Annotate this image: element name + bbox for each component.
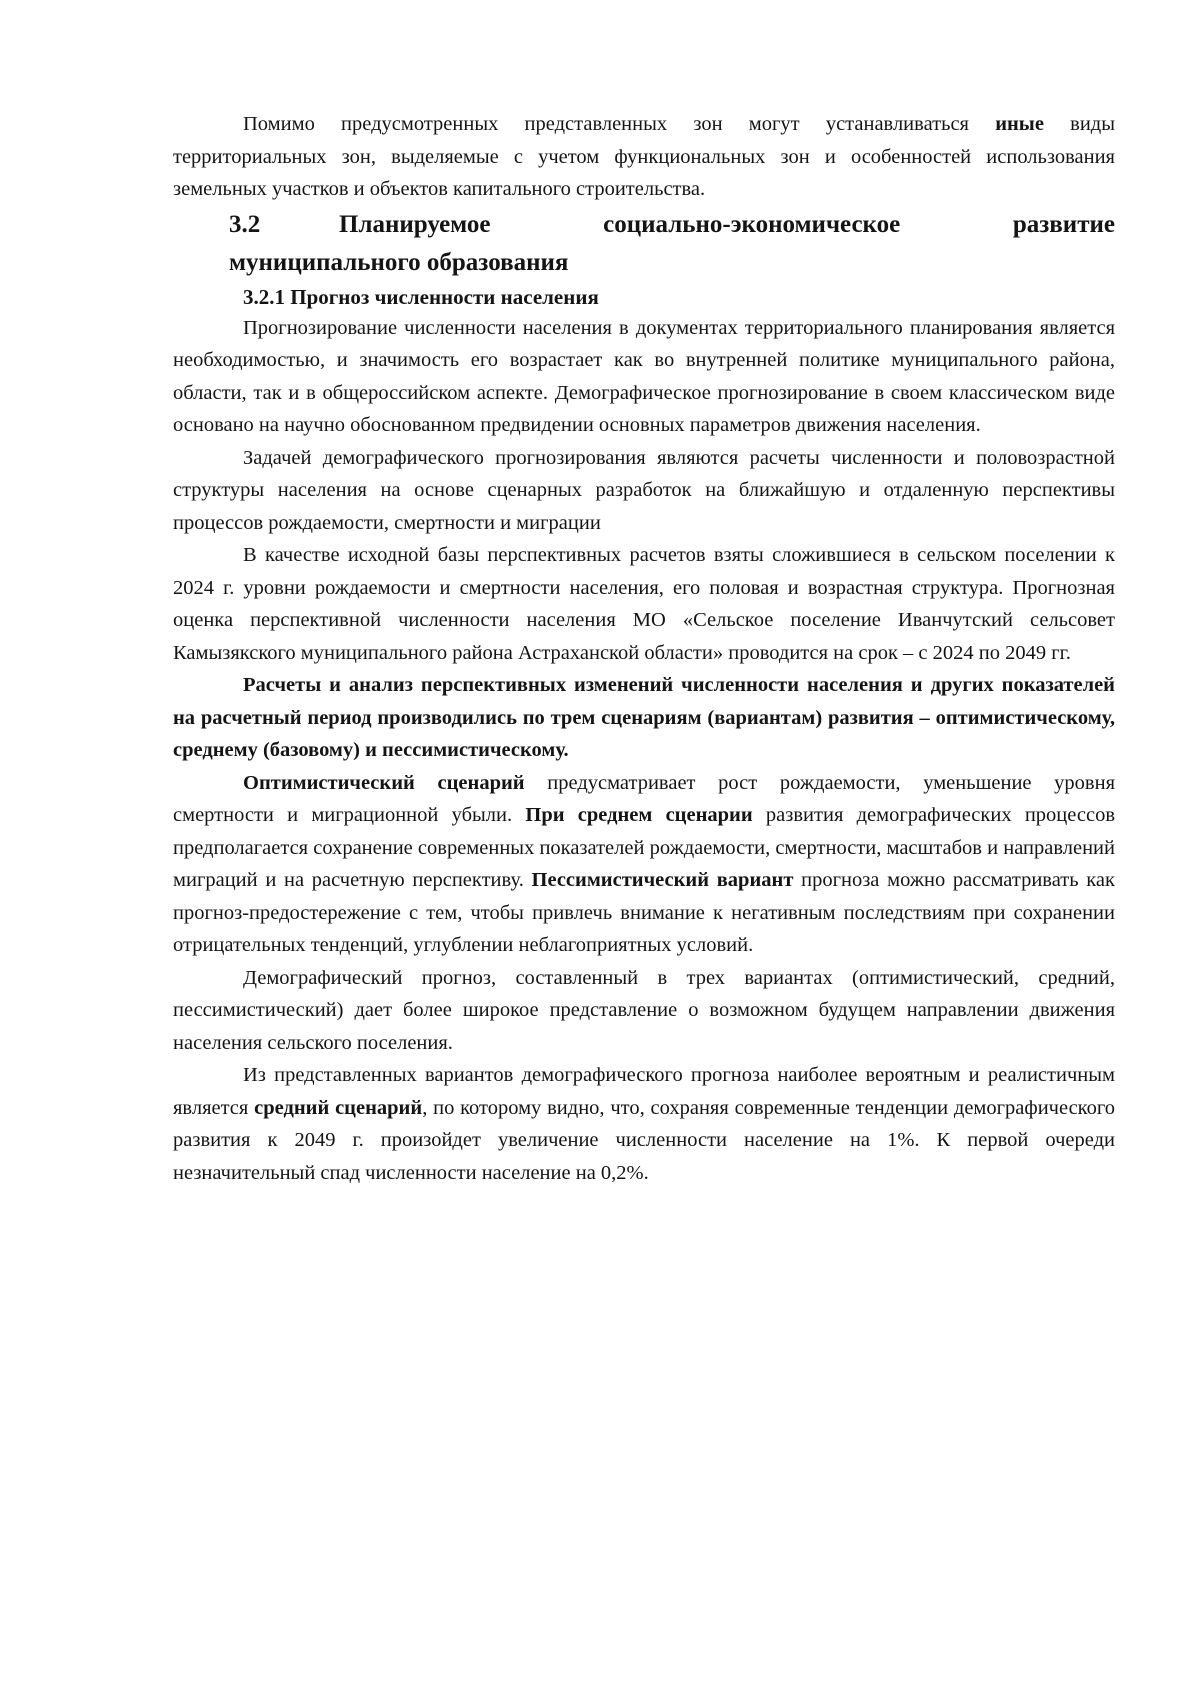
pessimistic-scenario-text: прогноза можно рассматривать как прогноз-предостережение с тем, чтобы привлечь внимание к негативным последствиям при сохранении отрицательных тенденций, углублении неблагоприятных условий. — [173, 869, 1115, 956]
section-title-word-2: социально-экономическое — [603, 210, 901, 238]
document-page — [173, 108, 1115, 1189]
paragraph-conclusion — [173, 1059, 1115, 1189]
paragraph-scenarios — [173, 669, 1115, 767]
paragraph-three-variants: Демографический прогноз, составленный в трех вариантах (оптимистический, средний, пессимистический) дает более широкое представление о возможном будущем направлении движения населения сельского поселения. — [173, 966, 1115, 1054]
paragraph-task: Задачей демографического прогнозирования являются расчеты численности и половозрастной структуры населения на основе сценарных разработок на ближайшую и отдаленную перспективы процессов рождаемости, смертности и миграции — [173, 446, 1115, 534]
medium-scenario-label: При среднем сценарии — [525, 804, 753, 826]
conclusion-text-1: Из представленных вариантов демографического прогноза наиболее вероятным и реалистичным является — [173, 1064, 1115, 1119]
conclusion-text-2: , по которому видно, что, сохраняя современные тенденции демографического развития к 2049 г. произойдет увеличение численности население на 1%. К первой очереди незначительный спад численности население на 0,2%. — [173, 1096, 1115, 1184]
scenarios-bold-text: Расчеты и анализ перспективных изменений численности населения и других показателей на расчетный период производились по трем сценариям (вариантам) развития – оптимистическому, среднему (базовому) и пессимистическому. — [173, 674, 1115, 761]
section-title-word-1: Планируемое — [339, 210, 491, 238]
subsection-heading: 3.2.1 Прогноз численности населения — [243, 284, 599, 309]
optimistic-scenario-label: Оптимистический сценарий — [243, 771, 525, 794]
intro-bold-word: иные — [995, 113, 1044, 135]
section-heading — [173, 206, 1115, 282]
section-title-word-3: развитие — [1012, 210, 1115, 238]
paragraph-forecasting: Прогнозирование численности населения в документах территориального планирования является необходимостью, и значимость его возрастает как во внутренней политике муниципального района, области, так и в общероссийском аспекте. Демографическое прогнозирование в своем классическом виде основано на научно обоснованном предвидении основных параметров движения населения. — [173, 316, 1115, 436]
section-title-line1 — [339, 206, 1115, 244]
paragraph-baseline: В качестве исходной базы перспективных расчетов взяты сложившиеся в сельском поселении к 2024 г. уровни рождаемости и смертности населения, его половая и возрастная структура. Прогнозная оценка перспективной численности населения МО «Сельское поселение Иванчутский сельсовет Камызякского муниципального района Астраханской области» проводится на срок – с 2024 по 2049 гг. — [173, 544, 1115, 664]
intro-paragraph — [173, 108, 1115, 206]
conclusion-bold-text: средний сценарий — [254, 1096, 423, 1119]
paragraph-scenario-descriptions — [173, 767, 1115, 962]
intro-text-2: виды территориальных зон, выделяемые с учетом функциональных зон и особенностей использования земельных участков и объектов капитального строительства. — [173, 113, 1115, 200]
section-title-line2: муниципального образования — [229, 248, 569, 276]
medium-scenario-text: развития демографических процессов предполагается сохранение современных показателей рождаемости, смертности, масштабов и направлений миграций и на расчетную перспективу. — [173, 804, 1116, 891]
optimistic-scenario-text: предусматривает рост рождаемости, уменьшение уровня смертности и миграционной убыли. — [173, 771, 1116, 826]
pessimistic-scenario-label: Пессимистический вариант — [531, 869, 794, 891]
section-number: 3.2 — [229, 210, 261, 238]
intro-text-1: Помимо предусмотренных представленных зон могут устанавливаться — [243, 113, 996, 135]
